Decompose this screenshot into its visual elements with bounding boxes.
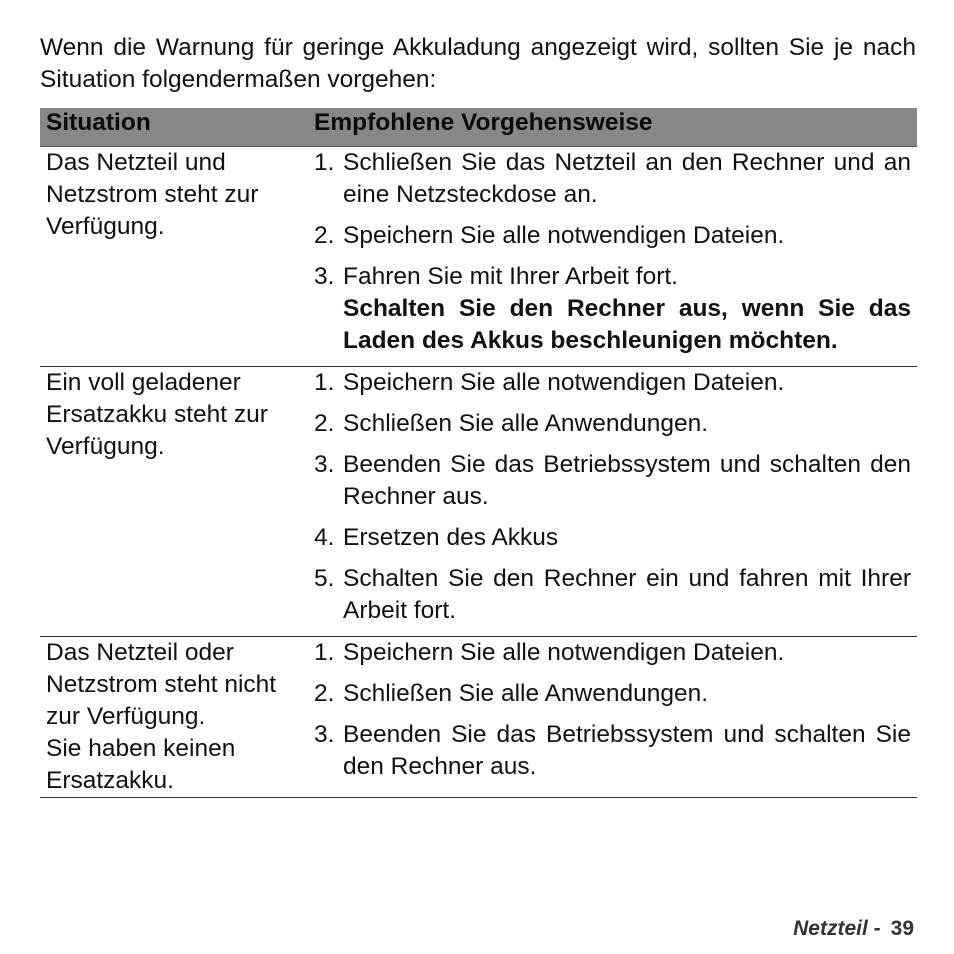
situation-cell: Das Netzteil und Netzstrom steht zur Verfügung. bbox=[40, 147, 308, 367]
step-text: Speichern Sie alle notwendigen Dateien. bbox=[343, 222, 785, 249]
step-body bbox=[343, 719, 911, 783]
action-cell bbox=[308, 367, 917, 637]
step-list bbox=[314, 147, 911, 357]
step-item bbox=[314, 719, 911, 783]
action-cell bbox=[308, 147, 917, 367]
step-number: 1. bbox=[314, 639, 335, 666]
step-text: Ersetzen des Akkus bbox=[343, 524, 559, 551]
step-text: Schließen Sie alle Anwendungen. bbox=[343, 410, 709, 437]
header-recommended-action: Empfohlene Vorgehensweise bbox=[308, 108, 917, 147]
step-text: Schließen Sie das Netzteil an den Rechner und an eine Netzsteckdose an. bbox=[343, 149, 911, 208]
step-body bbox=[343, 678, 911, 710]
step-item bbox=[314, 522, 911, 554]
step-number: 5. bbox=[314, 565, 335, 592]
step-item bbox=[314, 261, 911, 357]
header-situation: Situation bbox=[40, 108, 308, 147]
step-body bbox=[343, 367, 911, 399]
step-text: Beenden Sie das Betriebssystem und schalten Sie den Rechner aus. bbox=[343, 721, 911, 780]
step-text: Speichern Sie alle notwendigen Dateien. bbox=[343, 369, 785, 396]
step-item bbox=[314, 220, 911, 252]
step-item bbox=[314, 147, 911, 211]
situation-cell: Ein voll geladener Ersatzakku steht zur Verfügung. bbox=[40, 367, 308, 637]
intro-paragraph: Wenn die Warnung für geringe Akkuladung angezeigt wird, sollten Sie je nach Situation folgendermaßen vorgehen: bbox=[40, 34, 916, 93]
step-body bbox=[343, 522, 911, 554]
step-number: 2. bbox=[314, 410, 335, 437]
step-body bbox=[343, 637, 911, 669]
footer-section-title: Netzteil - bbox=[793, 917, 881, 940]
step-text: Schließen Sie alle Anwendungen. bbox=[343, 680, 709, 707]
page-footer bbox=[793, 914, 914, 944]
step-text: Beenden Sie das Betriebssystem und schalten den Rechner aus. bbox=[343, 451, 911, 510]
step-list bbox=[314, 637, 911, 783]
step-body bbox=[343, 147, 911, 211]
step-body bbox=[343, 563, 911, 627]
table-body bbox=[40, 147, 917, 798]
step-text: Speichern Sie alle notwendigen Dateien. bbox=[343, 639, 785, 666]
step-number: 4. bbox=[314, 524, 335, 551]
step-item bbox=[314, 408, 911, 440]
step-item bbox=[314, 449, 911, 513]
step-number: 2. bbox=[314, 222, 335, 249]
step-note: Schalten Sie den Rechner aus, wenn Sie das Laden des Akkus beschleunigen möchten. bbox=[343, 295, 911, 354]
step-number: 3. bbox=[314, 451, 335, 478]
table-header-row bbox=[40, 108, 917, 147]
table-row bbox=[40, 367, 917, 637]
step-text: Schalten Sie den Rechner ein und fahren mit Ihrer Arbeit fort. bbox=[343, 565, 911, 624]
table-row bbox=[40, 637, 917, 798]
step-number: 1. bbox=[314, 369, 335, 396]
action-cell bbox=[308, 637, 917, 798]
step-item bbox=[314, 637, 911, 669]
step-item bbox=[314, 678, 911, 710]
step-body bbox=[343, 261, 911, 357]
step-number: 1. bbox=[314, 149, 335, 176]
step-body bbox=[343, 220, 911, 252]
step-item bbox=[314, 367, 911, 399]
step-item bbox=[314, 563, 911, 627]
step-number: 2. bbox=[314, 680, 335, 707]
step-list bbox=[314, 367, 911, 627]
step-text: Fahren Sie mit Ihrer Arbeit fort. bbox=[343, 263, 678, 290]
battery-warning-table bbox=[40, 108, 917, 798]
step-number: 3. bbox=[314, 721, 335, 748]
page-number: 39 bbox=[890, 917, 914, 940]
step-body bbox=[343, 449, 911, 513]
step-number: 3. bbox=[314, 263, 335, 290]
table-row bbox=[40, 147, 917, 367]
step-body bbox=[343, 408, 911, 440]
situation-cell: Das Netzteil oder Netzstrom steht nicht zur Verfügung. Sie haben keinen Ersatzakku. bbox=[40, 637, 308, 798]
